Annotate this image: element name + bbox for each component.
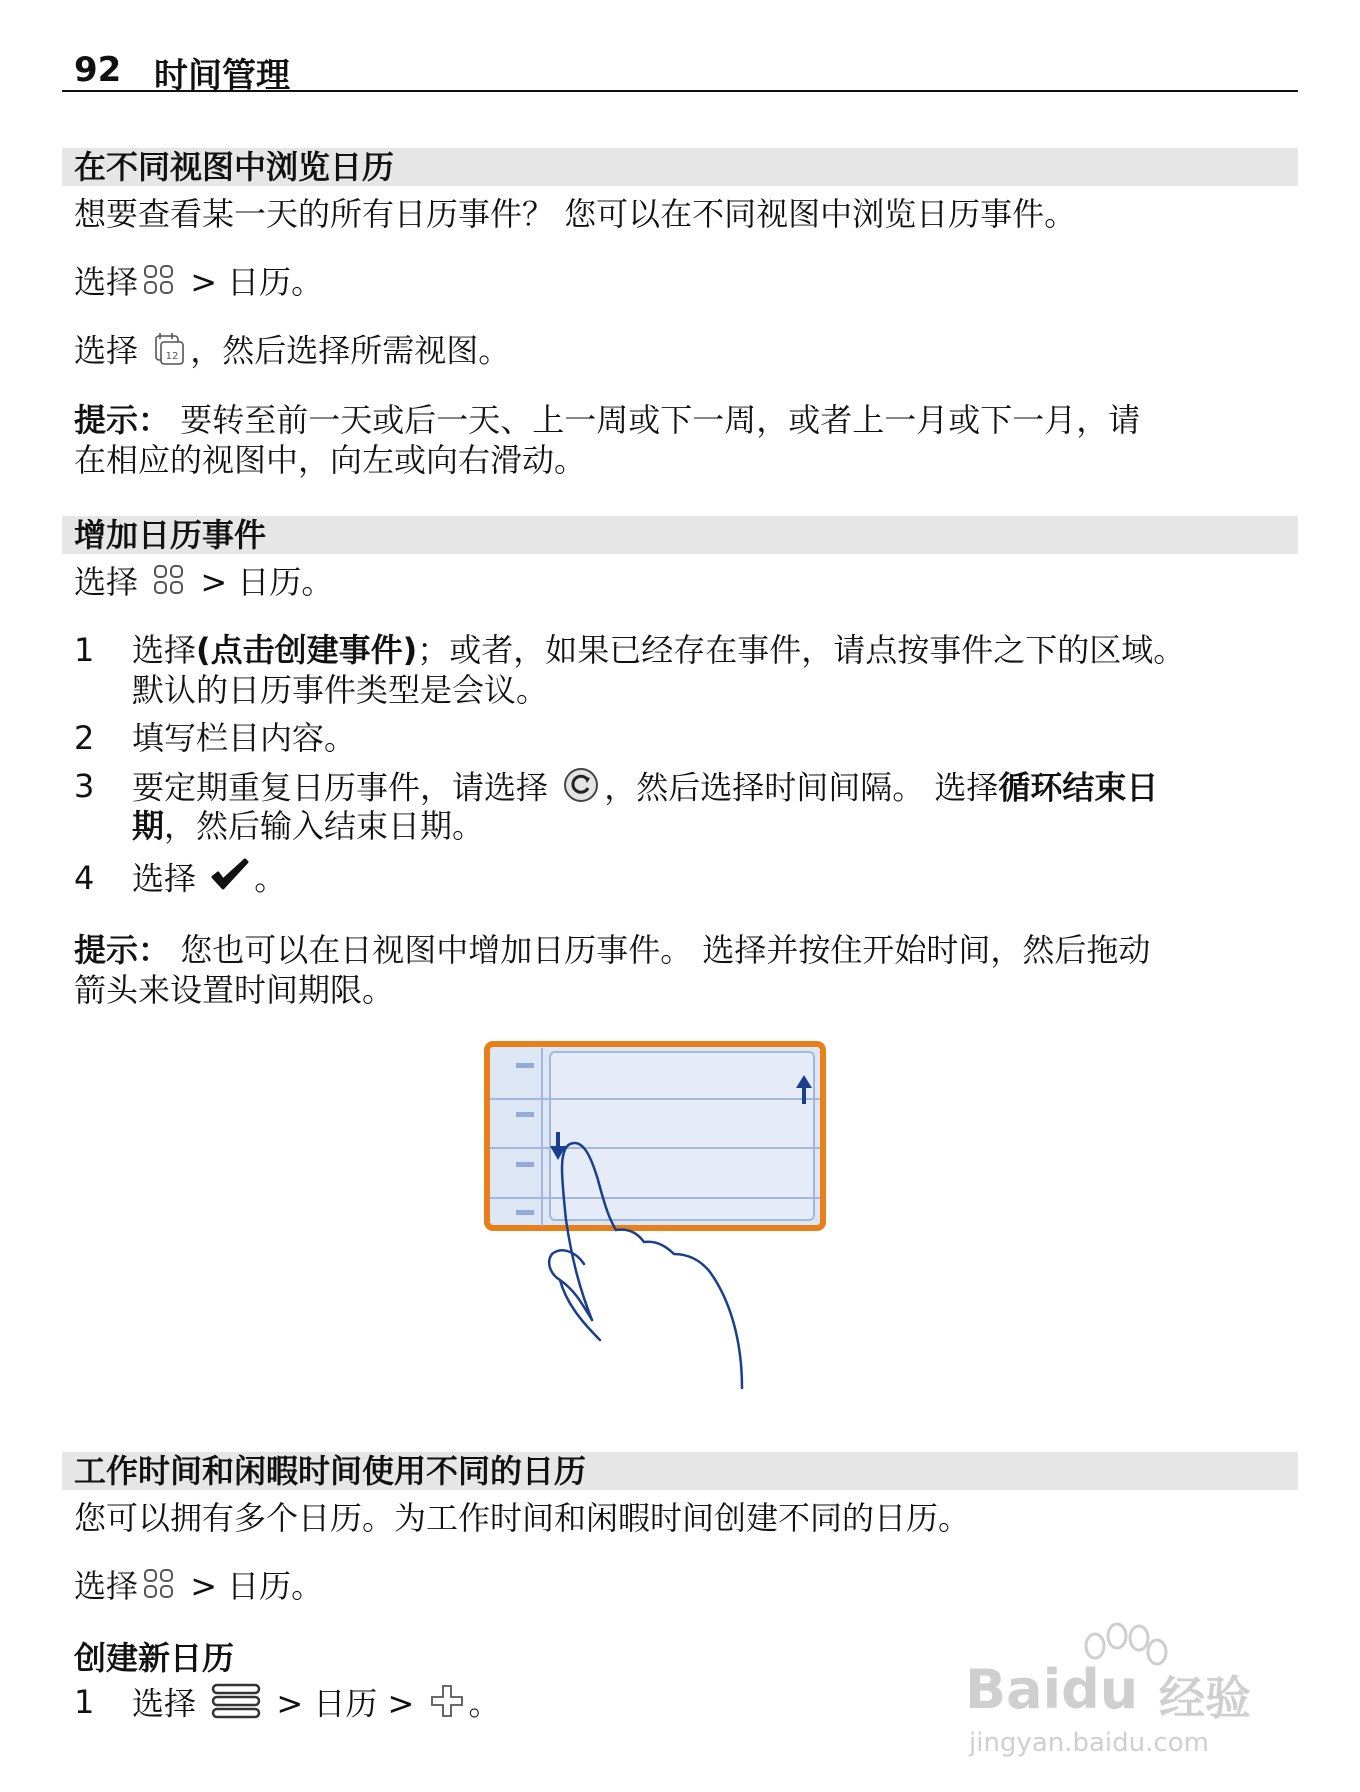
section1-step2: 选择 12 ，然后选择所需视图。 (74, 330, 510, 375)
section-heading-text: 增加日历事件 (74, 516, 267, 554)
watermark-brand-cn: 经验 (1159, 1671, 1251, 1725)
section2-tip-line1: 提示： 您也可以在日视图中增加日历事件。 选择并按住开始时间，然后拖动 (74, 931, 1151, 969)
list-item: 选择 > 日历 > 。 (132, 1682, 501, 1729)
section1-tip-line2: 在相应的视图中，向左或向右滑动。 (74, 441, 587, 479)
section-heading-calendars (62, 1452, 1298, 1490)
page-header (62, 44, 1298, 96)
page-title: 时间管理 (154, 56, 290, 96)
list-item: 填写栏目内容。 (132, 719, 357, 757)
tip-label: 提示： (74, 401, 171, 439)
list-item: 选择(点击创建事件)；或者，如果已经存在事件，请点按事件之下的区域。 (132, 631, 1186, 669)
apps-grid-icon (142, 1567, 176, 1610)
apps-grid-icon (142, 263, 176, 306)
plus-icon (429, 1683, 465, 1728)
watermark-url: jingyan.baidu.com (969, 1728, 1209, 1758)
calendar-view-icon (152, 330, 186, 375)
page-number: 92 (74, 50, 122, 90)
list-number: 3 (74, 767, 95, 805)
section1-step1: 选择 > 日历。 (74, 262, 323, 306)
section1-intro: 想要查看某一天的所有日历事件？ 您可以在不同视图中浏览日历事件。 (74, 195, 1077, 233)
section-heading-text: 工作时间和闲暇时间使用不同的日历 (74, 1452, 587, 1490)
list-item: 要定期重复日历事件，请选择 ，然后选择时间间隔。 选择循环结束日 (132, 766, 1158, 813)
list-number: 4 (74, 859, 95, 897)
section-heading-text: 在不同视图中浏览日历 (74, 148, 395, 186)
list-number: 1 (74, 1683, 95, 1721)
tip-label: 提示： (74, 931, 171, 969)
section-heading-browse (62, 148, 1298, 186)
repeat-icon (562, 766, 600, 813)
section1-tip-line1: 提示： 要转至前一天或后一天、上一周或下一周，或者上一月或下一月，请 (74, 401, 1141, 439)
list-item-continued: 期，然后输入结束日期。 (132, 807, 485, 845)
watermark-brand: Baidu (965, 1658, 1139, 1721)
checkmark-icon (210, 858, 250, 903)
section3-intro: 您可以拥有多个日历。为工作时间和闲暇时间创建不同的日历。 (74, 1499, 971, 1537)
section2-intro: 选择 > 日历。 (74, 562, 333, 606)
menu-icon (210, 1682, 262, 1729)
list-item: 选择 。 (132, 858, 286, 903)
apps-grid-icon (152, 563, 186, 606)
section2-tip-line2: 箭头来设置时间期限。 (74, 971, 395, 1009)
sub-heading-new-calendar: 创建新日历 (74, 1639, 235, 1677)
day-view-drag-illustration (480, 1040, 880, 1400)
list-item-continued: 默认的日历事件类型是会议。 (132, 671, 549, 709)
section3-step: 选择 > 日历。 (74, 1566, 323, 1610)
list-number: 2 (74, 719, 95, 757)
svg-text:12: 12 (165, 351, 179, 362)
baidu-jingyan-watermark (965, 1600, 1285, 1770)
section-heading-add-event (62, 516, 1298, 554)
list-number: 1 (74, 631, 95, 669)
